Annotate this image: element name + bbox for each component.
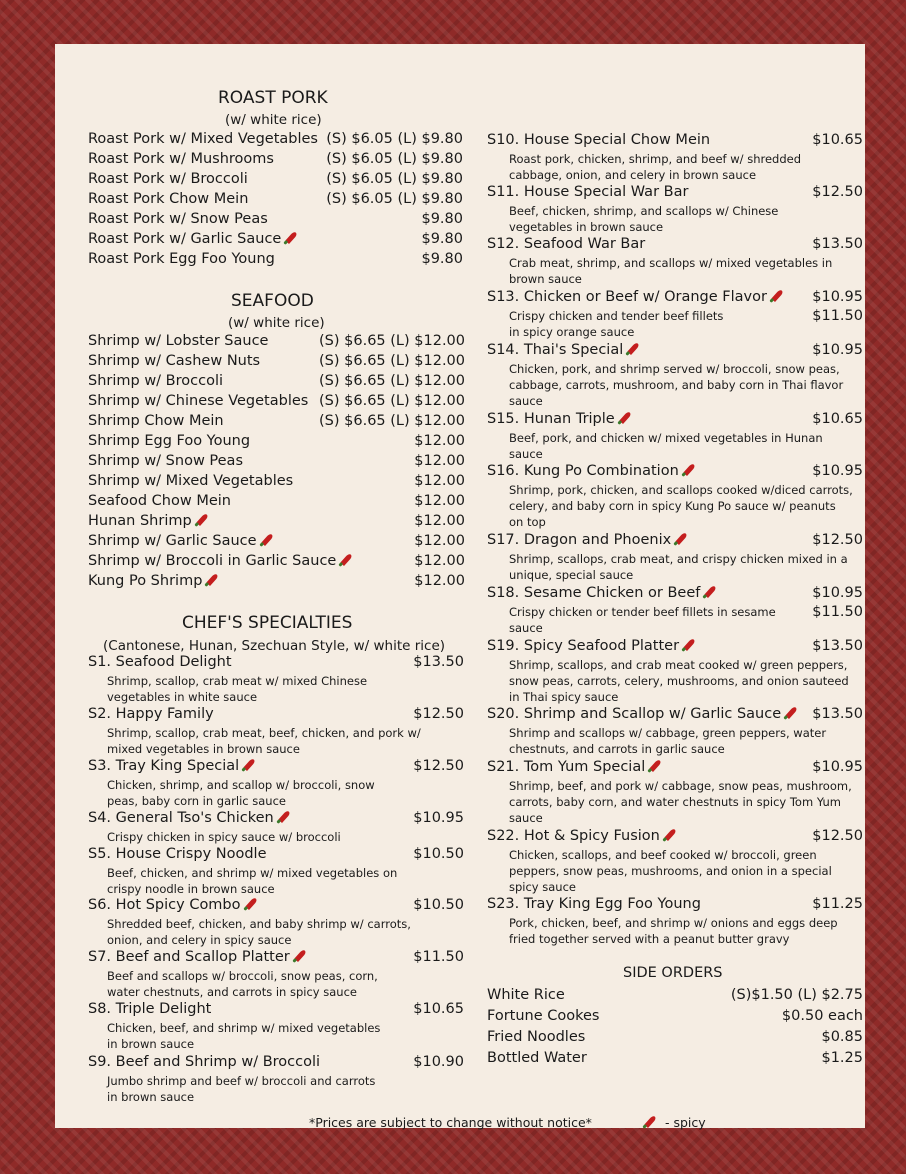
item-name-text: S1. Seafood Delight <box>88 654 232 670</box>
item-description: Shrimp, scallops, and crab meat cooked w/ green peppers, snow peas, carrots, celery, mushrooms, and onion sauteed in Thai spicy sauce <box>509 658 849 704</box>
menu-item <box>88 947 464 967</box>
item-name <box>88 371 223 391</box>
item-name <box>88 551 353 571</box>
item-description: Chicken, shrimp, and scallop w/ broccoli, snow peas, baby corn in garlic sauce <box>107 778 375 808</box>
menu-item <box>88 999 464 1019</box>
menu-item <box>487 130 863 150</box>
item-name-text: S8. Triple Delight <box>88 1001 212 1017</box>
spicy-legend <box>640 1115 706 1130</box>
item-name <box>88 511 209 531</box>
item-description: Pork, chicken, beef, and shrimp w/ onions and eggs deep fried together served with a peanut butter gravy <box>509 916 838 946</box>
item-name-text: Roast Pork Egg Foo Young <box>88 251 275 267</box>
item-price: $10.95 <box>812 289 863 305</box>
menu-item <box>487 636 863 656</box>
menu-item <box>487 704 863 724</box>
menu-item <box>88 808 464 828</box>
menu-item <box>487 287 863 307</box>
item-name <box>88 149 274 169</box>
item-price: $1.25 <box>821 1050 863 1066</box>
item-description: Shrimp, pork, chicken, and scallops cooked w/diced carrots, celery, and baby corn in spicy Kung Po sauce w/ peanuts on top <box>509 483 853 529</box>
item-name <box>487 757 662 777</box>
item-name <box>487 530 688 550</box>
spicy-legend-label: - spicy <box>664 1115 706 1130</box>
item-price: $11.25 <box>812 896 863 912</box>
menu-item <box>88 129 463 149</box>
item-name <box>487 583 717 603</box>
item-name <box>88 411 224 431</box>
item-name-text: S12. Seafood War Bar <box>487 236 646 252</box>
menu-item <box>88 895 464 915</box>
item-price-large: $11.50 <box>812 604 863 620</box>
item-name-text: S4. General Tso's Chicken <box>88 810 274 826</box>
item-name <box>88 844 267 864</box>
item-price: $10.65 <box>812 411 863 427</box>
item-price: $12.00 <box>414 533 465 549</box>
menu-item <box>88 431 465 451</box>
item-price: $13.50 <box>413 654 464 670</box>
item-price: $10.95 <box>812 342 863 358</box>
menu-item <box>88 351 465 371</box>
item-price: $11.50 <box>413 949 464 965</box>
item-name <box>88 129 318 149</box>
item-price: $12.00 <box>414 493 465 509</box>
item-name <box>88 391 308 411</box>
menu-item <box>487 757 863 777</box>
item-name <box>88 331 268 351</box>
item-price: $13.50 <box>812 236 863 252</box>
item-price: $10.90 <box>413 1054 464 1070</box>
menu-item <box>88 189 463 209</box>
item-name-text: S16. Kung Po Combination <box>487 463 679 479</box>
item-name <box>487 636 696 656</box>
item-price: $10.65 <box>812 132 863 148</box>
menu-item <box>88 756 464 776</box>
item-price: $12.50 <box>812 184 863 200</box>
item-name-text: S23. Tray King Egg Foo Young <box>487 896 701 912</box>
menu-item <box>88 704 464 724</box>
item-name <box>88 704 214 724</box>
item-name-text: Roast Pork w/ Mixed Vegetables <box>88 131 318 147</box>
item-description: Shrimp, scallops, crab meat, and crispy chicken mixed in a unique, special sauce <box>509 552 848 582</box>
item-name <box>487 1006 599 1026</box>
item-name-text: S17. Dragon and Phoenix <box>487 532 672 548</box>
item-price: (S) $6.05 (L) $9.80 <box>326 151 463 167</box>
item-price-large: $11.50 <box>812 308 863 324</box>
item-name-text: S3. Tray King Special <box>88 758 240 774</box>
item-price: (S) $6.65 (L) $12.00 <box>319 333 465 349</box>
menu-item <box>88 571 465 591</box>
menu-item <box>88 169 463 189</box>
item-price: $10.50 <box>413 897 464 913</box>
item-name <box>487 182 688 202</box>
item-name-text: S10. House Special Chow Mein <box>487 132 711 148</box>
item-description: Chicken, scallops, and beef cooked w/ broccoli, green peppers, snow peas, mushrooms, and onion in a special spicy sauce <box>509 848 832 894</box>
item-price: $12.00 <box>414 473 465 489</box>
chili-pepper-icon <box>785 706 797 719</box>
item-name <box>487 340 640 360</box>
item-name-text: S13. Chicken or Beef w/ Orange Flavor <box>487 289 767 305</box>
item-price: (S) $6.05 (L) $9.80 <box>326 171 463 187</box>
chili-pepper-icon <box>278 810 290 823</box>
item-description: Beef and scallops w/ broccoli, snow peas, corn, water chestnuts, and carrots in spicy sauce <box>107 969 378 999</box>
item-price: $10.50 <box>413 846 464 862</box>
item-name-text: Seafood Chow Mein <box>88 493 231 509</box>
chili-pepper-icon <box>261 533 273 546</box>
item-name-text: Roast Pork w/ Broccoli <box>88 171 248 187</box>
chili-pepper-icon <box>628 342 640 355</box>
menu-item <box>487 1006 863 1026</box>
chili-pepper-icon <box>245 897 257 910</box>
item-description: Roast pork, chicken, shrimp, and beef w/ shredded cabbage, onion, and celery in brown sauce <box>509 152 802 182</box>
item-name-text: S18. Sesame Chicken or Beef <box>487 585 701 601</box>
item-price: (S) $6.65 (L) $12.00 <box>319 353 465 369</box>
item-name-text: Shrimp w/ Chinese Vegetables <box>88 393 309 409</box>
menu-item <box>487 530 863 550</box>
chefs-specialties-heading: CHEF'S SPECIALTIES <box>182 613 353 633</box>
item-price: $10.95 <box>812 759 863 775</box>
item-description: Crispy chicken or tender beef fillets in sesame sauce <box>509 605 776 635</box>
chili-pepper-icon <box>644 1115 656 1128</box>
item-price: $10.95 <box>812 463 863 479</box>
roast-pork-note: (w/ white rice) <box>225 112 322 128</box>
item-name <box>487 130 710 150</box>
item-description: Beef, pork, and chicken w/ mixed vegetables in Hunan sauce <box>509 431 823 461</box>
menu-item <box>487 182 863 202</box>
item-price: $12.00 <box>414 433 465 449</box>
menu-item <box>487 894 863 914</box>
item-name-text: Shrimp w/ Garlic Sauce <box>88 533 257 549</box>
item-name <box>487 461 696 481</box>
menu-item <box>88 209 463 229</box>
item-name-text: S19. Spicy Seafood Platter <box>487 638 680 654</box>
chili-pepper-icon <box>771 289 783 302</box>
item-price: $12.50 <box>812 828 863 844</box>
item-price: $13.50 <box>812 706 863 722</box>
item-price: (S)$1.50 (L) $2.75 <box>730 987 863 1003</box>
item-name <box>88 229 298 249</box>
item-price: $0.50 each <box>781 1008 863 1024</box>
item-name <box>88 999 211 1019</box>
item-name-text: Shrimp w/ Cashew Nuts <box>88 353 261 369</box>
menu-item <box>88 531 465 551</box>
menu-item <box>88 371 465 391</box>
item-price: $9.80 <box>421 211 463 227</box>
item-name-text: Shrimp w/ Broccoli <box>88 373 224 389</box>
item-name-text: Hunan Shrimp <box>88 513 192 529</box>
item-description: Beef, chicken, and shrimp w/ mixed vegetables on crispy noodle in brown sauce <box>107 866 398 896</box>
menu-item <box>88 511 465 531</box>
item-price: $12.00 <box>414 573 465 589</box>
item-name-text: S2. Happy Family <box>88 706 214 722</box>
item-name-text: S5. House Crispy Noodle <box>88 846 267 862</box>
item-description: Shrimp, beef, and pork w/ cabbage, snow peas, mushroom, carrots, baby corn, and water chestnuts in spicy Tom Yum sauce <box>509 779 852 825</box>
item-name <box>88 209 268 229</box>
item-price: (S) $6.65 (L) $12.00 <box>319 393 465 409</box>
item-name-text: S9. Beef and Shrimp w/ Broccoli <box>88 1054 321 1070</box>
item-name-text: Bottled Water <box>487 1050 587 1066</box>
item-name-text: S22. Hot & Spicy Fusion <box>487 828 660 844</box>
chili-pepper-icon <box>294 949 306 962</box>
item-name-text: S20. Shrimp and Scallop w/ Garlic Sauce <box>487 706 782 722</box>
chefs-specialties-note: (Cantonese, Hunan, Szechuan Style, w/ white rice) <box>103 638 446 654</box>
item-description: Shrimp, scallop, crab meat, beef, chicken, and pork w/ mixed vegetables in brown sauce <box>107 726 421 756</box>
item-price: (S) $6.05 (L) $9.80 <box>326 131 463 147</box>
item-name <box>88 947 307 967</box>
item-name <box>487 409 632 429</box>
item-name <box>487 1027 585 1047</box>
menu-item <box>88 331 465 351</box>
menu-item <box>88 229 463 249</box>
item-name-text: Shrimp w/ Mixed Vegetables <box>88 473 294 489</box>
side-orders-heading: SIDE ORDERS <box>623 965 723 981</box>
item-price: (S) $6.65 (L) $12.00 <box>319 373 465 389</box>
item-price: $12.00 <box>414 553 465 569</box>
item-description: Shrimp, scallop, crab meat w/ mixed Chinese vegetables in white sauce <box>107 674 368 704</box>
item-name <box>88 652 232 672</box>
item-price: $9.80 <box>421 251 463 267</box>
item-name-text: Roast Pork w/ Garlic Sauce <box>88 231 282 247</box>
item-price: $12.50 <box>812 532 863 548</box>
item-description: Chicken, beef, and shrimp w/ mixed vegetables in brown sauce <box>107 1021 381 1051</box>
menu-item <box>88 391 465 411</box>
item-name-text: Fortune Cookes <box>487 1008 600 1024</box>
menu-item <box>487 985 863 1005</box>
menu-item <box>88 451 465 471</box>
item-price: (S) $6.05 (L) $9.80 <box>326 191 463 207</box>
item-name-text: Fried Noodles <box>487 1029 586 1045</box>
item-name-text: Roast Pork w/ Mushrooms <box>88 151 274 167</box>
item-name-text: S21. Tom Yum Special <box>487 759 646 775</box>
chili-pepper-icon <box>683 638 695 651</box>
item-name <box>487 894 701 914</box>
roast-pork-heading: ROAST PORK <box>218 88 328 108</box>
chili-pepper-icon <box>664 828 676 841</box>
seafood-heading: SEAFOOD <box>231 291 314 311</box>
item-name-text: S15. Hunan Triple <box>487 411 615 427</box>
item-price: $10.65 <box>413 1001 464 1017</box>
item-description: Shredded beef, chicken, and baby shrimp w/ carrots, onion, and celery in spicy sauce <box>107 917 411 947</box>
chili-pepper-icon <box>196 513 208 526</box>
item-price: $13.50 <box>812 638 863 654</box>
item-price: $12.50 <box>413 758 464 774</box>
chili-pepper-icon <box>650 759 662 772</box>
item-price: $9.80 <box>421 231 463 247</box>
menu-item <box>88 551 465 571</box>
item-name-text: Roast Pork Chow Mein <box>88 191 249 207</box>
menu-item <box>88 411 465 431</box>
menu-item <box>487 826 863 846</box>
menu-item <box>88 149 463 169</box>
menu-item <box>487 409 863 429</box>
item-name <box>88 189 248 209</box>
item-name <box>487 234 645 254</box>
chili-pepper-icon <box>619 411 631 424</box>
item-name-text: S6. Hot Spicy Combo <box>88 897 241 913</box>
item-price: $12.00 <box>414 453 465 469</box>
item-name <box>88 1052 320 1072</box>
item-name <box>88 351 260 371</box>
item-name <box>88 249 275 269</box>
menu-item <box>487 461 863 481</box>
item-name <box>88 895 258 915</box>
menu-item <box>88 652 464 672</box>
item-name-text: Kung Po Shrimp <box>88 573 203 589</box>
item-name <box>88 808 291 828</box>
item-name <box>88 451 243 471</box>
item-description: Shrimp and scallops w/ cabbage, green peppers, water chestnuts, and carrots in garlic sauce <box>509 726 827 756</box>
chili-pepper-icon <box>705 585 717 598</box>
item-name <box>88 756 256 776</box>
item-price: $10.95 <box>413 810 464 826</box>
price-notice: *Prices are subject to change without notice* <box>309 1115 592 1130</box>
seafood-note: (w/ white rice) <box>228 315 325 331</box>
menu-item <box>88 249 463 269</box>
item-name <box>88 491 231 511</box>
item-name-text: Shrimp Egg Foo Young <box>88 433 251 449</box>
item-description: Beef, chicken, shrimp, and scallops w/ Chinese vegetables in brown sauce <box>509 204 779 234</box>
item-description: Crispy chicken in spicy sauce w/ broccoli <box>107 830 341 844</box>
item-name-text: White Rice <box>487 987 565 1003</box>
item-name <box>88 571 219 591</box>
item-name <box>88 169 248 189</box>
item-description: Crab meat, shrimp, and scallops w/ mixed vegetables in brown sauce <box>509 256 833 286</box>
item-price: $12.00 <box>414 513 465 529</box>
item-name-text: S7. Beef and Scallop Platter <box>88 949 290 965</box>
item-price: $10.95 <box>812 585 863 601</box>
item-name <box>487 704 798 724</box>
chili-pepper-icon <box>286 231 298 244</box>
item-name <box>88 431 250 451</box>
item-name-text: S11. House Special War Bar <box>487 184 689 200</box>
menu-item <box>487 340 863 360</box>
item-name <box>487 287 784 307</box>
chili-pepper-icon <box>207 573 219 586</box>
chili-pepper-icon <box>243 758 255 771</box>
menu-item <box>487 583 863 603</box>
item-name-text: Shrimp w/ Snow Peas <box>88 453 243 469</box>
item-name-text: Roast Pork w/ Snow Peas <box>88 211 268 227</box>
menu-item <box>88 491 465 511</box>
item-name-text: Shrimp w/ Broccoli in Garlic Sauce <box>88 553 337 569</box>
item-name <box>487 826 677 846</box>
item-name <box>487 985 565 1005</box>
item-price: $0.85 <box>821 1029 863 1045</box>
item-name <box>88 471 293 491</box>
item-price: (S) $6.65 (L) $12.00 <box>319 413 465 429</box>
menu-item <box>487 234 863 254</box>
menu-item <box>88 844 464 864</box>
chili-pepper-icon <box>683 463 695 476</box>
item-name <box>487 1048 587 1068</box>
menu-item <box>88 471 465 491</box>
menu-page <box>55 44 865 1128</box>
item-name-text: Shrimp Chow Mein <box>88 413 224 429</box>
menu-item <box>487 1027 863 1047</box>
item-name <box>88 531 274 551</box>
chili-pepper-icon <box>675 532 687 545</box>
item-description: Chicken, pork, and shrimp served w/ broccoli, snow peas, cabbage, carrots, mushroom, and baby corn in Thai flavor sauce <box>509 362 844 408</box>
menu-item <box>88 1052 464 1072</box>
item-name-text: S14. Thai's Special <box>487 342 624 358</box>
item-price: $12.50 <box>413 706 464 722</box>
menu-item <box>487 1048 863 1068</box>
chili-pepper-icon <box>341 553 353 566</box>
item-description: Crispy chicken and tender beef fillets in spicy orange sauce <box>509 309 724 339</box>
item-description: Jumbo shrimp and beef w/ broccoli and carrots in brown sauce <box>107 1074 376 1104</box>
item-name-text: Shrimp w/ Lobster Sauce <box>88 333 269 349</box>
